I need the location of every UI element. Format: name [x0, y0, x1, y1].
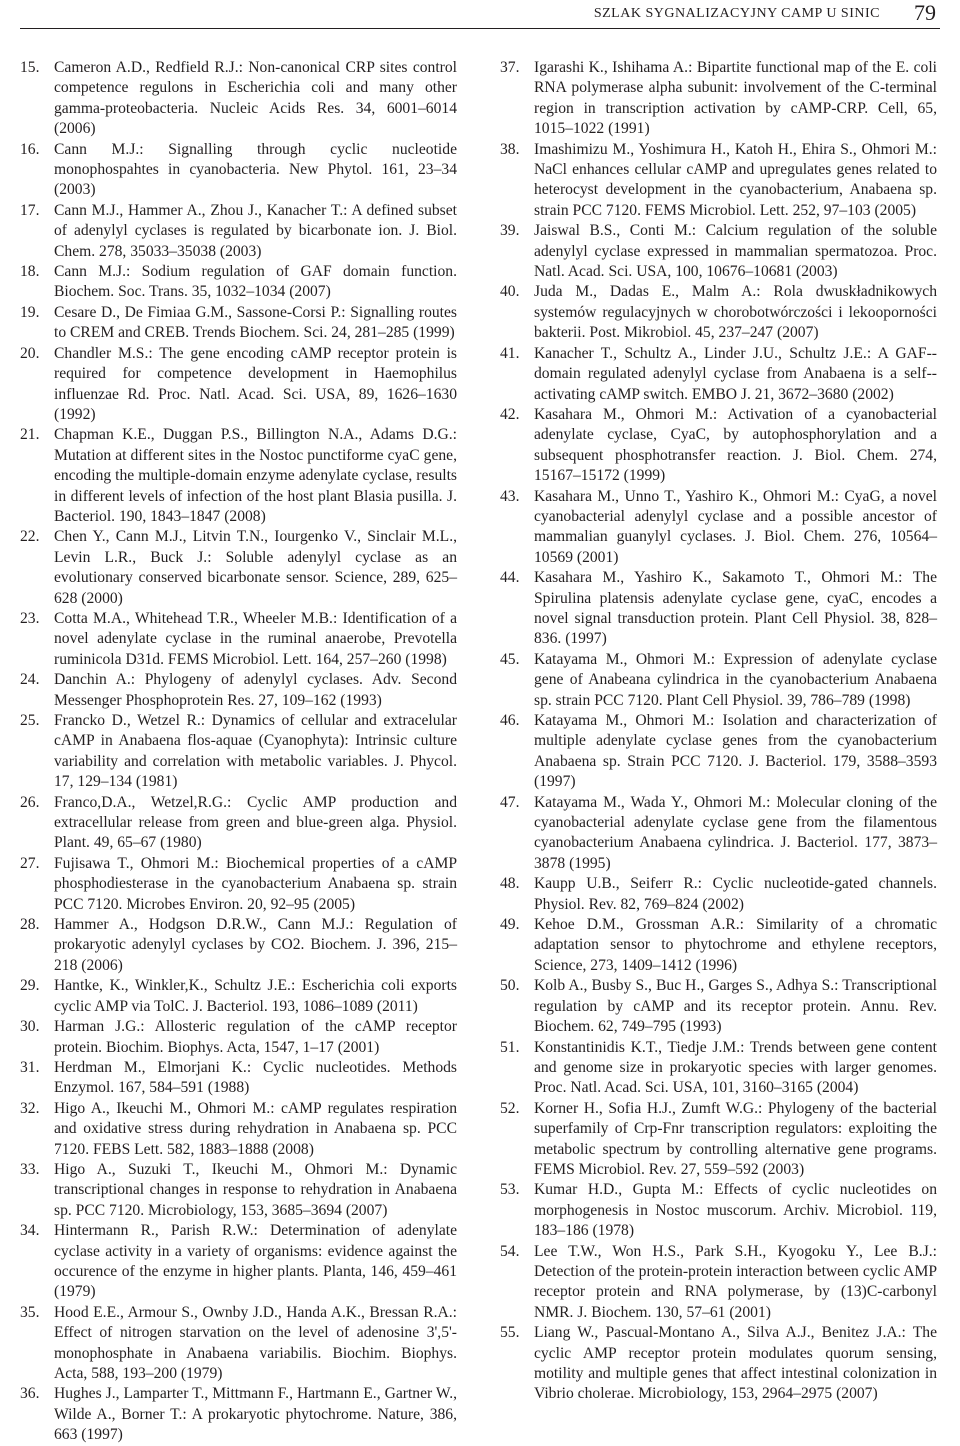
reference-number: 29.: [20, 977, 40, 995]
reference-text: Katayama M., Ohmori M.: Isolation and characterization of multiple adenylate cyclase genes from the cyanobacterium Anabaena sp. Strain PCC 7120. J. Bacteriol. 179, 3588–3593 (1997): [534, 712, 937, 791]
reference-entry: [20, 1017, 457, 1058]
reference-number: 39.: [500, 222, 520, 240]
reference-entry: [20, 303, 457, 344]
references-right-column: [500, 58, 937, 1405]
reference-entry: [500, 58, 937, 140]
reference-entry: [20, 711, 457, 793]
reference-number: 25.: [20, 712, 40, 729]
reference-number: 21.: [20, 426, 40, 444]
reference-text: Kasahara M., Yashiro K., Sakamoto T., Ohmori M.: The Spirulina platensis adenylate cyclase gene, cyaC, encodes a novel signal transduction protein. Plant Cell Physiol. 38, 828–836. (1997): [534, 569, 937, 648]
reference-number: 36.: [20, 1385, 40, 1403]
reference-entry: [500, 140, 937, 222]
reference-entry: [20, 1099, 457, 1160]
reference-number: 38.: [500, 140, 520, 158]
reference-text: Hughes J., Lamparter T., Mittmann F., Hartmann E., Gartner W., Wilde A., Borner T.: A prokaryotic phytochrome. Nature, 386, 663 (1997): [54, 1385, 457, 1444]
reference-number: 42.: [500, 405, 520, 423]
reference-number: 22.: [20, 528, 40, 546]
reference-number: 27.: [20, 854, 40, 872]
reference-entry: [500, 405, 937, 487]
reference-number: 41.: [500, 344, 520, 362]
reference-number: 51.: [500, 1038, 520, 1056]
reference-text: Cann M.J., Hammer A., Zhou J., Kanacher T.: A defined subset of adenylyl cyclases is regulated by bicarbonate ion. J. Biol. Chem. 278, 35033–35038 (2003): [54, 201, 457, 260]
reference-entry: [500, 1180, 937, 1241]
reference-number: 45.: [500, 650, 520, 668]
reference-number: 17.: [20, 201, 40, 219]
reference-entry: [20, 1221, 457, 1303]
reference-number: 16.: [20, 140, 40, 158]
reference-text: Hood E.E., Armour S., Ownby J.D., Handa A.K., Bressan R.A.: Effect of nitrogen starvation on the level of adenosine 3',5'-monophosphate in Anabaena variabilis. Biochim. Biophys. Acta, 588, 193–200 (1979): [54, 1303, 457, 1382]
reference-text: Konstantinidis K.T., Tiedje J.M.: Trends between gene content and genome size in prokaryotic species with larger genomes. Proc. Natl. Acad. Sci. USA, 101, 3160–3165 (2004): [534, 1038, 937, 1097]
page-number: 79: [914, 0, 936, 25]
reference-entry: [500, 1242, 937, 1324]
reference-text: Juda M., Dadas E., Malm A.: Rola dwuskładnikowych systemów regulacyjnych w chorobotwórczości i lekooporności bakterii. Post. Mikrobiol. 45, 237–247 (2007): [534, 283, 937, 342]
reference-number: 40.: [500, 283, 520, 301]
reference-number: 53.: [500, 1181, 520, 1199]
reference-text: Franco,D.A., Wetzel,R.G.: Cyclic AMP production and extracellular release from green and blue-green alga. Physiol. Plant. 49, 65–67 (1980): [54, 793, 457, 852]
reference-number: 15.: [20, 59, 40, 76]
reference-number: 43.: [500, 487, 520, 505]
header-rule: [20, 28, 940, 29]
reference-text: Harman J.G.: Allosteric regulation of the cAMP receptor protein. Biochim. Biophys. Acta, 1547, 1–17 (2001): [54, 1018, 457, 1056]
reference-text: Chapman K.E., Duggan P.S., Billington N.A., Adams D.G.: Mutation at different sites in the Nostoc punctiforme cyaC gene, encoding the multiple-domain enzyme adenylate cyclase, results in different levels of infection of the host plant Blasia pusilla. J. Bacteriol. 190, 1843–1847 (2008): [54, 426, 457, 525]
reference-text: Cesare D., De Fimiaa G.M., Sassone-Corsi P.: Signalling routes to CREM and CREB. Trends Biochem. Sci. 24, 281–285 (1999): [54, 303, 457, 342]
reference-number: 47.: [500, 793, 520, 811]
reference-number: 37.: [500, 59, 520, 76]
reference-number: 19.: [20, 303, 40, 321]
reference-entry: [20, 793, 457, 854]
reference-text: Cotta M.A., Whitehead T.R., Wheeler M.B.: Identification of a novel adenylate cyclase in the ruminal anaerobe, Prevotella ruminicola D31d. FEMS Microbiol. Lett. 164, 257–260 (1998): [54, 609, 457, 668]
reference-entry: [500, 1099, 937, 1181]
running-header: [20, 0, 940, 28]
reference-entry: [500, 915, 937, 976]
reference-text: Kolb A., Busby S., Buc H., Garges S., Adhya S.: Transcriptional regulation by cAMP and its receptor protein. Annu. Rev. Biochem. 62, 749–795 (1993): [534, 977, 937, 1036]
reference-number: 48.: [500, 875, 520, 893]
references-left-column: [20, 58, 457, 1446]
reference-entry: [20, 976, 457, 1017]
reference-number: 34.: [20, 1222, 40, 1240]
reference-number: 35.: [20, 1303, 40, 1321]
reference-text: Danchin A.: Phylogeny of adenylyl cyclases. Adv. Second Messenger Phosphoprotein Res. 27, 109–162 (1993): [54, 671, 457, 709]
reference-text: Hammer A., Hodgson D.R.W., Cann M.J.: Regulation of prokaryotic adenylyl cyclases by CO2. Biochem. J. 396, 215–218 (2006): [54, 916, 457, 974]
reference-entry: [20, 670, 457, 711]
reference-entry: [500, 1323, 937, 1405]
reference-text: Katayama M., Wada Y., Ohmori M.: Molecular cloning of the cyanobacterial adenylate cyclase gene from the filamentous cyanobacterium Anabaena cylindrica. J. Bacteriol. 177, 3873–3878 (1995): [534, 793, 937, 872]
reference-text: Francko D., Wetzel R.: Dynamics of cellular and extracelular cAMP in Anabaena flos-aquae (Cyanophyta): Intrinsic culture variability and correlation with metabolic variables. J. Phycol. 17, 129–134 (1981): [54, 712, 457, 791]
reference-text: Chen Y., Cann M.J., Litvin T.N., Iourgenko V., Sinclair M.L., Levin L.R., Buck J.: Soluble adenylyl cyclase as an evolutionary conserved bicarbonate sensor. Science, 289, 625–628 (2000): [54, 528, 457, 607]
reference-text: Higo A., Ikeuchi M., Ohmori M.: cAMP regulates respiration and oxidative stress during rehydration in Anabaena sp. PCC 7120. FEBS Lett. 582, 1883–1888 (2008): [54, 1099, 457, 1158]
reference-entry: [500, 282, 937, 343]
reference-number: 44.: [500, 569, 520, 587]
reference-entry: [500, 711, 937, 793]
reference-text: Cann M.J.: Sodium regulation of GAF domain function. Biochem. Soc. Trans. 35, 1032–1034 (2007): [54, 263, 457, 301]
reference-entry: [20, 262, 457, 303]
reference-entry: [500, 221, 937, 282]
reference-text: Imashimizu M., Yoshimura H., Katoh H., Ehira S., Ohmori M.: NaCl enhances cellular cAMP and upregulates genes related to heterocyst development in the cyanobacterium, Anabaena sp. strain PCC 7120. FEMS Microbiol. Lett. 252, 97–103 (2005): [534, 140, 937, 219]
reference-entry: [500, 650, 937, 711]
reference-entry: [20, 1160, 457, 1221]
reference-text: Hantke, K., Winkler,K., Schultz J.E.: Escherichia coli exports cyclic AMP via TolC. J. Bacteriol. 193, 1086–1089 (2011): [54, 977, 457, 1015]
reference-text: Kasahara M., Unno T., Yashiro K., Ohmori M.: CyaG, a novel cyanobacterial adenylyl cyclase and a possible ancestor of mammalian guanylyl cyclases. J. Biol. Chem. 276, 10564–10569 (2001): [534, 487, 937, 566]
reference-text: Chandler M.S.: The gene encoding cAMP receptor protein is required for competence development in Haemophilus influenzae Rd. Proc. Natl. Acad. Sci. USA, 89, 1626–1630 (1992): [54, 344, 457, 423]
reference-entry: [500, 976, 937, 1037]
reference-number: 23.: [20, 609, 40, 627]
reference-number: 54.: [500, 1242, 520, 1260]
reference-entry: [20, 201, 457, 262]
reference-number: 20.: [20, 344, 40, 362]
reference-text: Katayama M., Ohmori M.: Expression of adenylate cyclase gene of Anabeana cylindrica in the cyanobacterium Anabaena sp. strain PCC 7120. Plant Cell Physiol. 39, 786–789 (1998): [534, 650, 937, 709]
reference-number: 31.: [20, 1058, 40, 1076]
reference-entry: [500, 793, 937, 875]
reference-entry: [500, 344, 937, 405]
reference-number: 46.: [500, 712, 520, 729]
reference-entry: [20, 1303, 457, 1385]
reference-text: Cameron A.D., Redfield R.J.: Non-canonical CRP sites control competence regulons in Escherichia coli and many other gamma-proteobacteria. Nucleic Acids Res. 34, 6001–6014 (2006): [54, 59, 457, 138]
reference-text: Liang W., Pascual-Montano A., Silva A.J., Benitez J.A.: The cyclic AMP receptor protein modulates quorum sensing, motility and multiple genes that affect intestinal colonization in Vibrio cholerae. Microbiology, 153, 2964–2975 (2007): [534, 1324, 937, 1403]
reference-text: Kehoe D.M., Grossman A.R.: Similarity of a chromatic adaptation sensor to phytochrome and ethylene receptors, Science, 273, 1409–1412 (1996): [534, 916, 937, 974]
reference-entry: [500, 1038, 937, 1099]
reference-entry: [500, 487, 937, 569]
reference-text: Cann M.J.: Signalling through cyclic nucleotide monophospahtes in cyanobacteria. New Phytol. 161, 23–34 (2003): [54, 140, 457, 199]
reference-entry: [20, 1384, 457, 1445]
reference-entry: [20, 344, 457, 426]
reference-entry: [20, 527, 457, 609]
reference-number: 49.: [500, 916, 520, 934]
reference-entry: [20, 915, 457, 976]
reference-text: Kanacher T., Schultz A., Linder J.U., Schultz J.E.: A GAF--domain regulated adenylyl cyclase from Anabaena is a self--activating cAMP switch. EMBO J. 21, 3672–3680 (2002): [534, 344, 937, 403]
reference-text: Higo A., Suzuki T., Ikeuchi M., Ohmori M.: Dynamic transcriptional changes in response to rehydration in Anabaena sp. PCC 7120. Microbiology, 153, 3685–3694 (2007): [54, 1160, 457, 1219]
reference-number: 52.: [500, 1099, 520, 1117]
reference-entry: [20, 609, 457, 670]
reference-entry: [500, 874, 937, 915]
reference-number: 24.: [20, 671, 40, 689]
reference-entry: [500, 568, 937, 650]
reference-text: Jaiswal B.S., Conti M.: Calcium regulation of the soluble adenylyl cyclase expressed in mammalian spermatozoa. Proc. Natl. Acad. Sci. USA, 100, 10676–10681 (2003): [534, 222, 937, 281]
reference-entry: [20, 854, 457, 915]
reference-number: 30.: [20, 1018, 40, 1036]
reference-number: 50.: [500, 977, 520, 995]
reference-text: Lee T.W., Won H.S., Park S.H., Kyogoku Y., Lee B.J.: Detection of the protein-protein interaction between cyclic AMP receptor protein and RNA polymerase, by (13)C-carbonyl NMR. J. Biochem. 130, 57–61 (2001): [534, 1242, 937, 1321]
reference-text: Kaupp U.B., Seiferr R.: Cyclic nucleotide-gated channels. Physiol. Rev. 82, 769–824 (2002): [534, 875, 937, 913]
reference-entry: [20, 58, 457, 140]
reference-text: Fujisawa T., Ohmori M.: Biochemical properties of a cAMP phosphodiesterase in the cyanobacterium Anabaena sp. strain PCC 7120. Microbes Environ. 20, 92–95 (2005): [54, 854, 457, 913]
reference-text: Korner H., Sofia H.J., Zumft W.G.: Phylogeny of the bacterial superfamily of Crp-Fnr transcription regulators: exploiting the metabolic spectrum by controlling alternative gene programs. FEMS Microbiol. Rev. 27, 559–592 (2003): [534, 1099, 937, 1178]
reference-text: Hintermann R., Parish R.W.: Determination of adenylate cyclase activity in a variety of organisms: evidence against the occurence of the enzyme in higher plants. Planta, 146, 459–461 (1979): [54, 1222, 457, 1301]
reference-entry: [20, 425, 457, 527]
reference-number: 26.: [20, 793, 40, 811]
reference-text: Herdman M., Elmorjani K.: Cyclic nucleotides. Methods Enzymol. 167, 584–591 (1988): [54, 1058, 457, 1097]
reference-number: 18.: [20, 263, 40, 281]
reference-number: 28.: [20, 916, 40, 934]
reference-number: 55.: [500, 1324, 520, 1342]
reference-number: 32.: [20, 1099, 40, 1117]
reference-entry: [20, 140, 457, 201]
running-title: SZLAK SYGNALIZACYJNY CAMP U SINIC: [593, 6, 880, 21]
reference-entry: [20, 1058, 457, 1099]
reference-text: Igarashi K., Ishihama A.: Bipartite functional map of the E. coli RNA polymerase alpha subunit: involvement of the C-terminal region in transcription activation by cAMP-CRP. Cell, 65, 1015–1022 (1991): [534, 59, 937, 138]
reference-number: 33.: [20, 1160, 40, 1178]
reference-text: Kasahara M., Ohmori M.: Activation of a cyanobacterial adenylate cyclase, CyaC, by autophosphorylation and a subsequent phosphotransfer reaction. J. Biol. Chem. 274, 15167–15172 (1999): [534, 405, 937, 485]
reference-text: Kumar H.D., Gupta M.: Effects of cyclic nucleotides on morphogenesis in Nostoc muscorum. Archiv. Microbiol. 119, 183–186 (1978): [534, 1181, 937, 1240]
